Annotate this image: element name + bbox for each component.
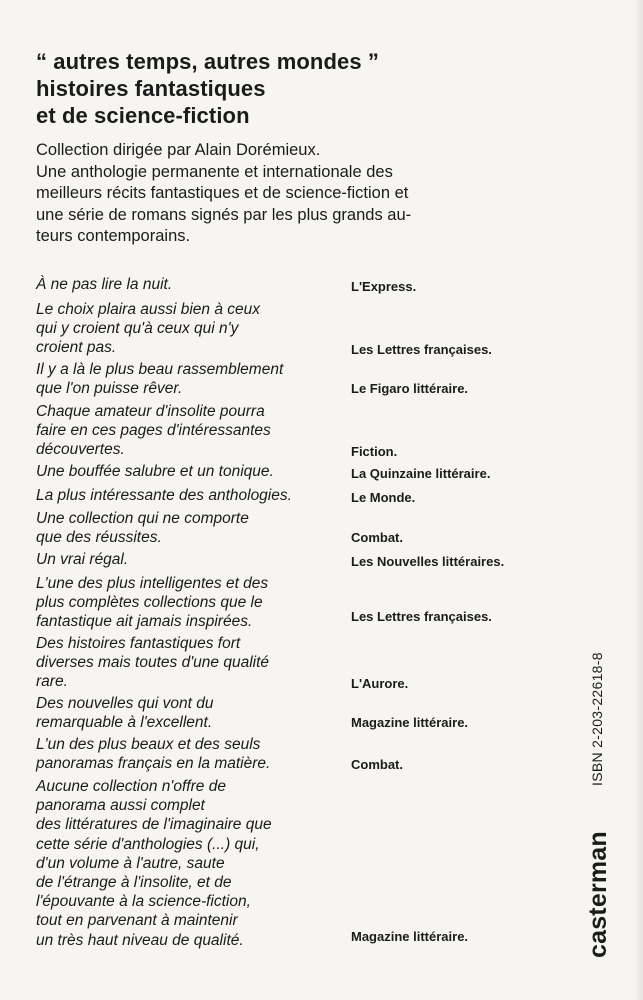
quote-line: fantastique ait jamais inspirées. xyxy=(36,613,253,631)
description-line: Collection dirigée par Alain Dorémieux. xyxy=(36,141,321,159)
quote-line: croient pas. xyxy=(36,339,117,357)
quote-line: Chaque amateur d'insolite pourra xyxy=(36,403,265,420)
series-title-line: “ autres temps, autres mondes ” xyxy=(36,49,379,74)
review-quote xyxy=(36,574,366,632)
quote-line: La plus intéressante des anthologies. xyxy=(36,487,292,504)
review-source: La Quinzaine littéraire. xyxy=(351,466,491,481)
quote-line: l'épouvante à la science-fiction, xyxy=(36,893,251,911)
review-quote xyxy=(36,462,366,481)
review-quote xyxy=(36,634,366,692)
review-source: Les Lettres françaises. xyxy=(351,342,492,357)
review-quote xyxy=(36,360,366,398)
series-title-line: et de science-fiction xyxy=(36,103,250,128)
quote-line: L'une des plus intelligentes et des xyxy=(36,575,269,592)
quote-line: L'un des plus beaux et des seuls xyxy=(36,736,261,753)
review-source: Les Lettres françaises. xyxy=(351,609,492,624)
quote-line: Il y a là le plus beau rassemblement xyxy=(36,361,284,378)
quote-line: plus complètes collections que le xyxy=(36,594,263,612)
review-quote xyxy=(36,486,366,505)
collection-description xyxy=(36,140,556,248)
review-source: Combat. xyxy=(351,757,403,772)
description-line: teurs contemporains. xyxy=(36,227,191,245)
review-quote xyxy=(36,550,366,569)
isbn-number: ISBN 2-203-22618-8 xyxy=(589,652,605,786)
quote-line: cette série d'anthologies (...) qui, xyxy=(36,835,260,853)
review-quote xyxy=(36,735,366,773)
quote-line: que l'on puisse rêver. xyxy=(36,380,183,398)
review-quote xyxy=(36,402,366,460)
series-title-line: histoires fantastiques xyxy=(36,76,266,101)
review-source: Magazine littéraire. xyxy=(351,929,469,944)
review-quote xyxy=(36,509,366,547)
quote-line: d'un volume à l'autre, saute xyxy=(36,854,225,872)
review-source: Magazine littéraire. xyxy=(351,715,469,730)
page-edge-shadow xyxy=(635,0,643,1000)
review-quote xyxy=(36,777,366,950)
quote-line: Le choix plaira aussi bien à ceux xyxy=(36,301,261,318)
description-line: meilleurs récits fantastiques et de science-fiction et xyxy=(36,184,409,202)
quote-line: rare. xyxy=(36,673,68,691)
quote-line: un très haut niveau de qualité. xyxy=(36,931,244,949)
review-source: L'Express. xyxy=(351,279,417,294)
quote-line: Des histoires fantastiques fort xyxy=(36,635,241,652)
quote-line: Une bouffée salubre et un tonique. xyxy=(36,463,274,480)
quote-line: faire en ces pages d'intéressantes xyxy=(36,422,271,440)
quote-line: panoramas français en la matière. xyxy=(36,755,271,773)
quote-line: À ne pas lire la nuit. xyxy=(36,276,173,293)
review-source: Les Nouvelles littéraires. xyxy=(351,554,505,569)
review-source: Fiction. xyxy=(351,444,398,459)
description-line: une série de romans signés par les plus grands au- xyxy=(36,205,412,224)
review-quote xyxy=(36,694,366,732)
series-title xyxy=(36,48,379,129)
quote-line: des littératures de l'imaginaire que xyxy=(36,816,272,834)
quote-line: diverses mais toutes d'une qualité xyxy=(36,654,270,672)
quote-line: Des nouvelles qui vont du xyxy=(36,695,214,712)
quote-line: panorama aussi complet xyxy=(36,797,205,815)
description-line: Une anthologie permanente et internationale des xyxy=(36,162,393,181)
review-source: Le Figaro littéraire. xyxy=(351,381,469,396)
quote-line: Aucune collection n'offre de xyxy=(36,778,226,795)
quote-line: de l'étrange à l'insolite, et de xyxy=(36,874,232,892)
review-source: L'Aurore. xyxy=(351,676,409,691)
review-source: Combat. xyxy=(351,530,403,545)
review-quote xyxy=(36,300,366,358)
quote-line: que des réussites. xyxy=(36,529,162,547)
quote-line: Un vrai régal. xyxy=(36,551,129,568)
quote-line: qui y croient qu'à ceux qui n'y xyxy=(36,320,239,338)
quote-line: tout en parvenant à maintenir xyxy=(36,912,238,930)
review-quote xyxy=(36,275,366,294)
review-source: Le Monde. xyxy=(351,490,416,505)
quote-line: remarquable à l'excellent. xyxy=(36,714,213,732)
quote-line: découvertes. xyxy=(36,441,125,459)
quote-line: Une collection qui ne comporte xyxy=(36,510,249,527)
publisher-name: casterman xyxy=(584,831,612,958)
